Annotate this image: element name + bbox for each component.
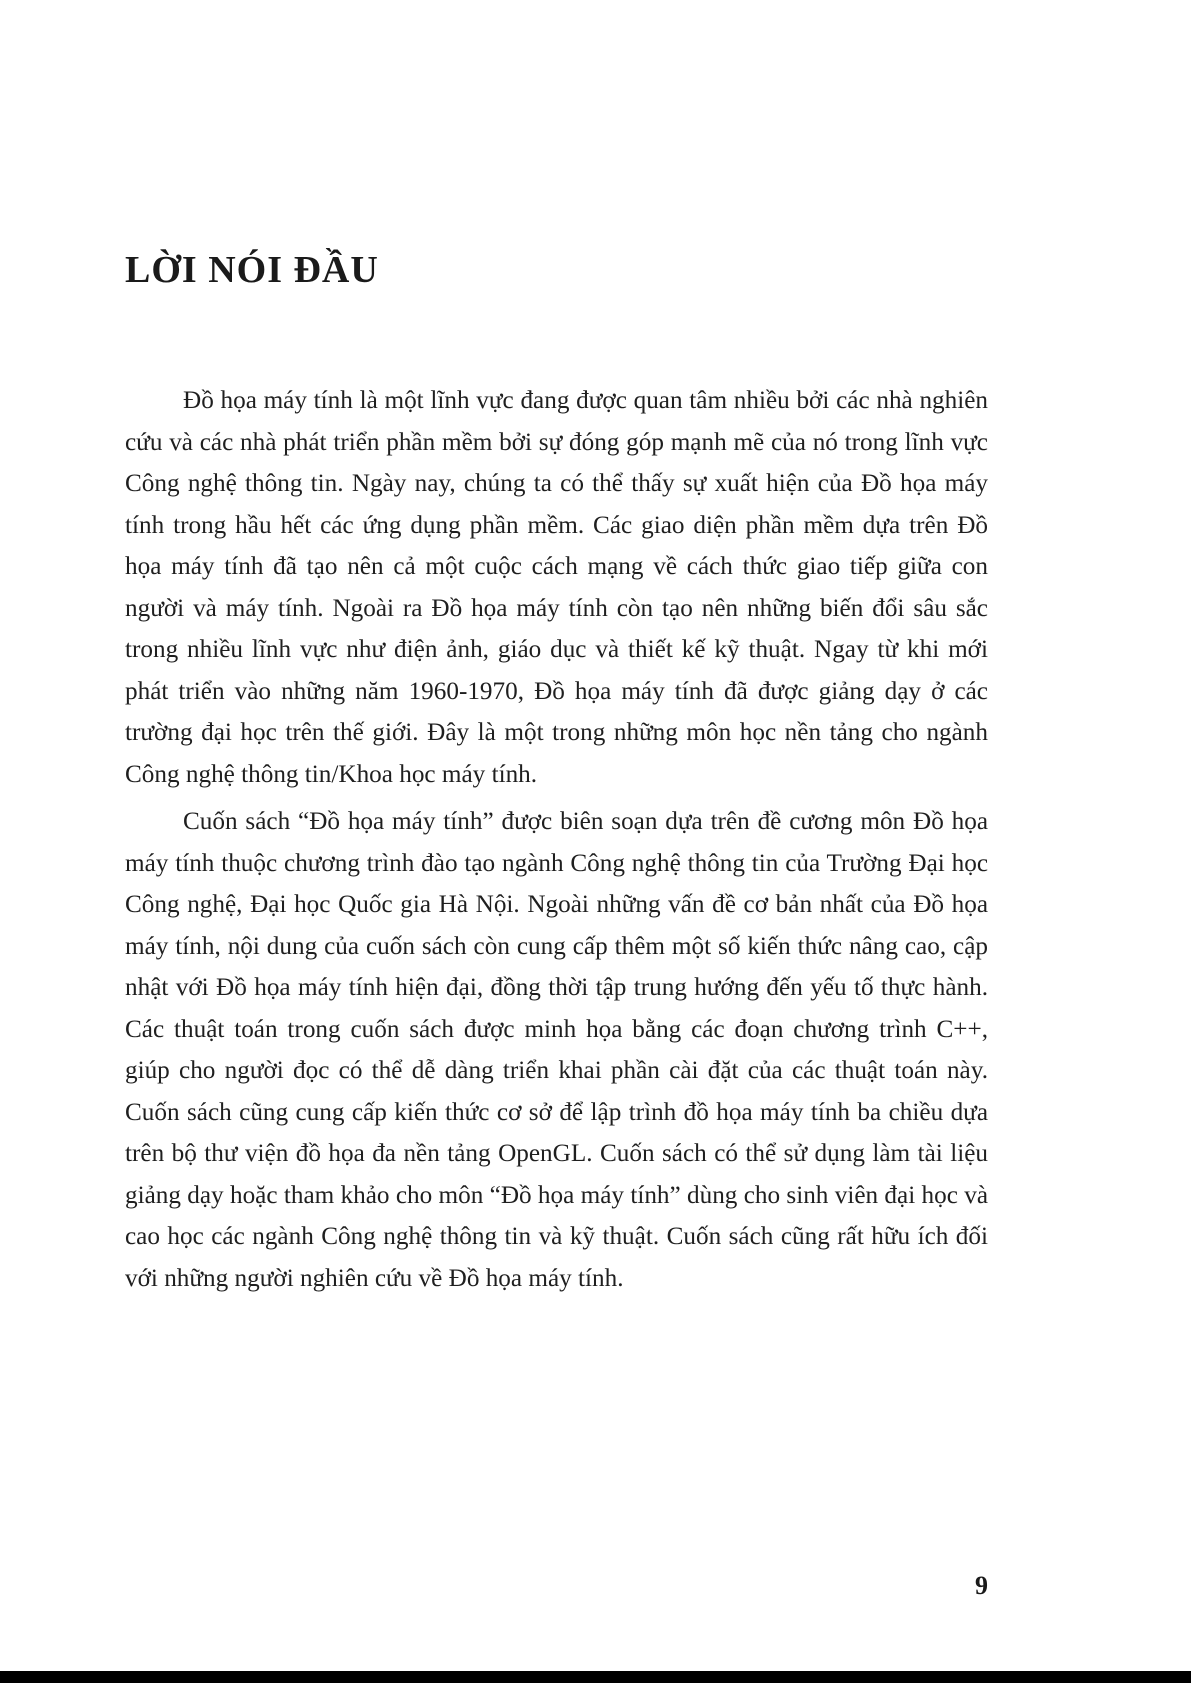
scan-bottom-edge	[0, 1671, 1191, 1683]
paragraph-2: Cuốn sách “Đồ họa máy tính” được biên soạn dựa trên đề cương môn Đồ họa máy tính thuộc chương trình đào tạo ngành Công nghệ thông tin của Trường Đại học Công nghệ, Đại học Quốc gia Hà Nội. Ngoài những vấn đề cơ bản nhất của Đồ họa máy tính, nội dung của cuốn sách còn cung cấp thêm một số kiến thức nâng cao, cập nhật với Đồ họa máy tính hiện đại, đồng thời tập trung hướng đến yếu tố thực hành. Các thuật toán trong cuốn sách được minh họa bằng các đoạn chương trình C++, giúp cho người đọc có thể dễ dàng triển khai phần cài đặt của các thuật toán này. Cuốn sách cũng cung cấp kiến thức cơ sở để lập trình đồ họa máy tính ba chiều dựa trên bộ thư viện đồ họa đa nền tảng OpenGL. Cuốn sách có thể sử dụng làm tài liệu giảng dạy hoặc tham khảo cho môn “Đồ họa máy tính” dùng cho sinh viên đại học và cao học các ngành Công nghệ thông tin và kỹ thuật. Cuốn sách cũng rất hữu ích đối với những người nghiên cứu về Đồ họa máy tính.	[125, 808, 988, 1292]
paragraph-1: Đồ họa máy tính là một lĩnh vực đang được quan tâm nhiều bởi các nhà nghiên cứu và các nhà phát triển phần mềm bởi sự đóng góp mạnh mẽ của nó trong lĩnh vực Công nghệ thông tin. Ngày nay, chúng ta có thể thấy sự xuất hiện của Đồ họa máy tính trong hầu hết các ứng dụng phần mềm. Các giao diện phần mềm dựa trên Đồ họa máy tính đã tạo nên cả một cuộc cách mạng về cách thức giao tiếp giữa con người và máy tính. Ngoài ra Đồ họa máy tính còn tạo nên những biến đổi sâu sắc trong nhiều lĩnh vực như điện ảnh, giáo dục và thiết kế kỹ thuật. Ngay từ khi mới phát triển vào những năm 1960-1970, Đồ họa máy tính đã được giảng dạy ở các trường đại học trên thế giới. Đây là một trong những môn học nền tảng cho ngành Công nghệ thông tin/Khoa học máy tính.	[125, 387, 988, 788]
page-number: 9	[975, 1571, 988, 1600]
page-title: LỜI NÓI ĐẦU	[125, 249, 379, 291]
preface-body	[125, 380, 988, 1305]
